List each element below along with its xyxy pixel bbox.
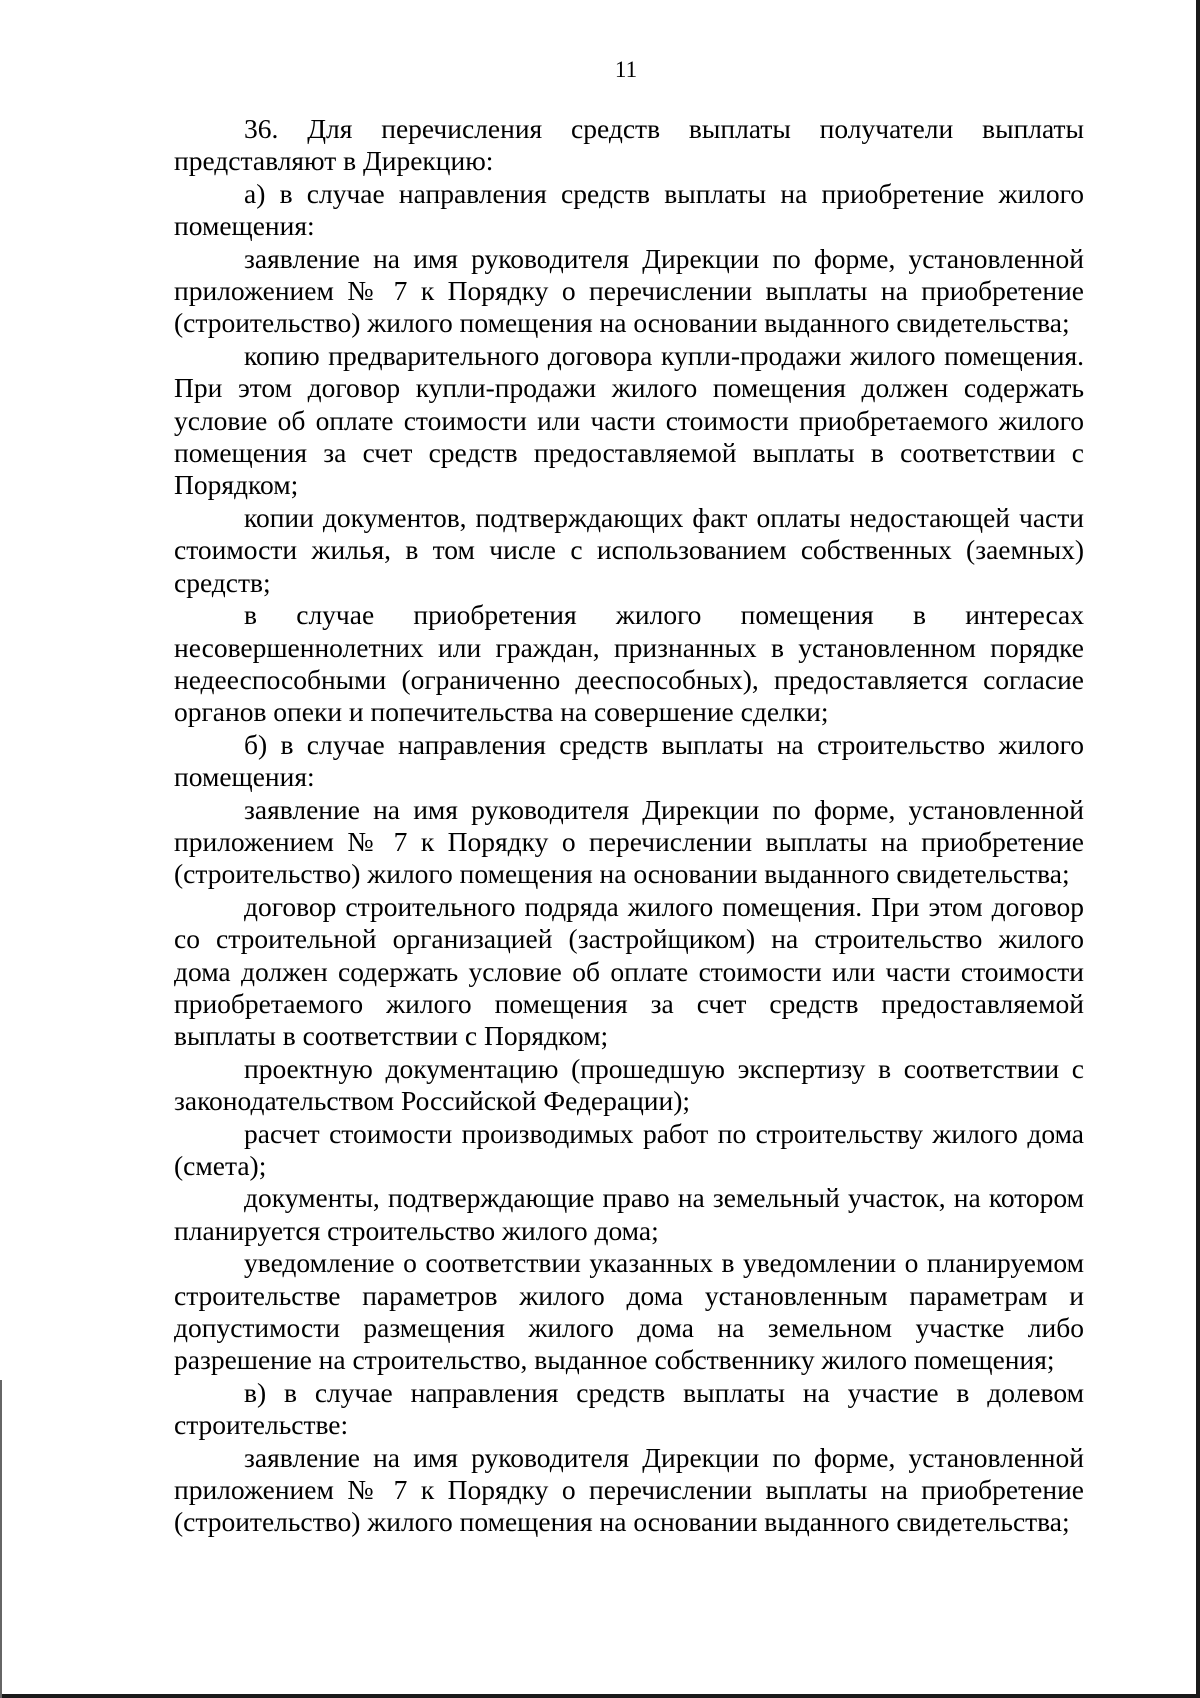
paragraph-application: заявление на имя руководителя Дирекции по форме, установленной приложением № 7 к Порядку о перечислении выплаты на приобретение (строительство) жилого помещения на основании выданного свидетельства;	[174, 793, 1084, 890]
paragraph-cost-estimate: расчет стоимости производимых работ по строительству жилого дома (смета);	[174, 1117, 1084, 1181]
paragraph-subitem-a: а) в случае направления средств выплаты на приобретение жилого помещения:	[174, 177, 1084, 242]
paragraph-item-36-intro: 36. Для перечисления средств выплаты получатели выплаты представляют в Дирекцию:	[174, 113, 1084, 177]
paragraph-preliminary-contract: копию предварительного договора купли-продажи жилого помещения. При этом договор купли-продажи жилого помещения должен содержать условие об оплате стоимости или части стоимости приобретаемого жилого помещения за счет средств предоставляемой выплаты в соответствии с Порядком;	[174, 339, 1084, 501]
page-number: 11	[614, 57, 638, 82]
paragraph-project-documentation: проектную документацию (прошедшую экспертизу в соответствии с законодательством Российской Федерации);	[174, 1052, 1084, 1117]
paragraph-application: заявление на имя руководителя Дирекции по форме, установленной приложением № 7 к Порядку о перечислении выплаты на приобретение (строительство) жилого помещения на основании выданного свидетельства;	[174, 1441, 1084, 1538]
paragraph-subitem-b: б) в случае направления средств выплаты на строительство жилого помещения:	[174, 728, 1084, 793]
paragraph-application: заявление на имя руководителя Дирекции по форме, установленной приложением № 7 к Порядку о перечислении выплаты на приобретение (строительство) жилого помещения на основании выданного свидетельства;	[174, 242, 1084, 339]
paragraph-construction-contract: договор строительного подряда жилого помещения. При этом договор со строительной организацией (застройщиком) на строительство жилого дома должен содержать условие об оплате стоимости или части стоимости приобретаемого жилого помещения за счет средств предоставляемой выплаты в соответствии с Порядком;	[174, 890, 1084, 1052]
paragraph-land-rights: документы, подтверждающие право на земельный участок, на котором планируется строительство жилого дома;	[174, 1182, 1084, 1246]
document-body	[174, 113, 1084, 1539]
paragraph-subitem-v: в) в случае направления средств выплаты на участие в долевом строительстве:	[174, 1376, 1084, 1441]
scan-edge-bottom	[0, 1694, 1200, 1698]
paragraph-guardianship-consent: в случае приобретения жилого помещения в интересах несовершеннолетних или граждан, признанных в установленном порядке недееспособными (ограниченно дееспособных), предоставляется согласие органов опеки и попечительства на совершение сделки;	[174, 599, 1084, 728]
scan-edge-left	[0, 1380, 2, 1698]
paragraph-construction-notice: уведомление о соответствии указанных в уведомлении о планируемом строительстве параметров жилого дома установленным параметрам и допустимости размещения жилого дома на земельном участке либо разрешение на строительство, выданное собственнику жилого помещения;	[174, 1247, 1084, 1376]
scan-edge-right	[1196, 0, 1200, 1698]
paragraph-payment-documents: копии документов, подтверждающих факт оплаты недостающей части стоимости жилья, в том числе с использованием собственных (заемных) средств;	[174, 501, 1084, 598]
